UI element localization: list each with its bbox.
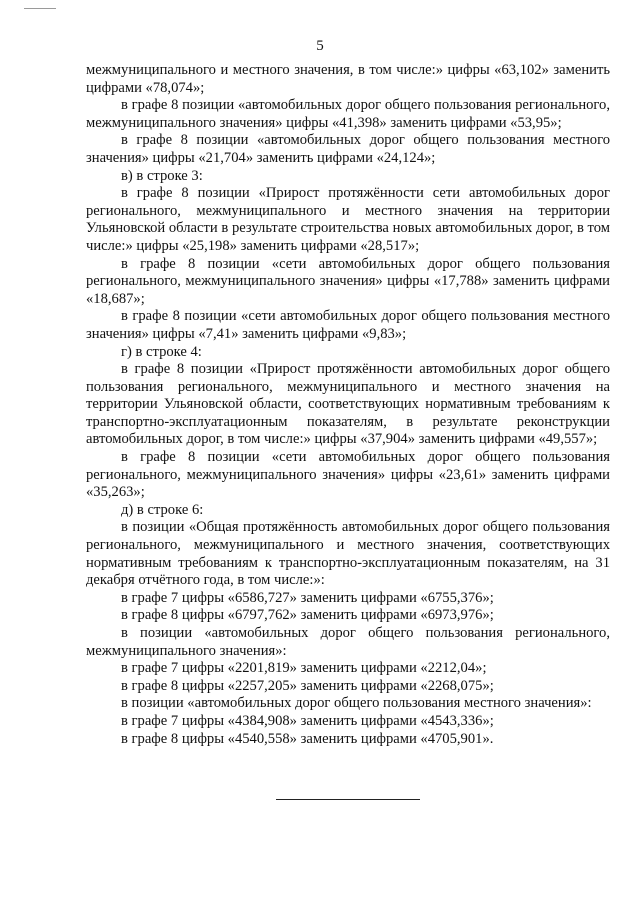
paragraph: в графе 8 позиции «сети автомобильных дорог общего пользования регионального, межмуниципального значения» цифры «23,61» заменить цифрами «35,263»; [86, 449, 610, 501]
document-body [86, 62, 610, 748]
paragraph: г) в строке 4: [121, 343, 202, 360]
paragraph: в графе 7 цифры «6586,727» заменить цифрами «6755,376»; [121, 589, 494, 606]
end-divider [276, 799, 420, 800]
paragraph: в графе 8 позиции «автомобильных дорог общего пользования регионального, межмуниципального значения» цифры «41,398» заменить цифрами «53,95»; [86, 97, 610, 131]
paragraph: в графе 8 позиции «сети автомобильных дорог общего пользования регионального, межмуниципального значения» цифры «17,788» заменить цифрами «18,687»; [86, 255, 610, 307]
paragraph: в графе 8 цифры «2257,205» заменить цифрами «2268,075»; [121, 677, 494, 694]
scan-mark [24, 8, 56, 9]
paragraph: в позиции «автомобильных дорог общего пользования местного значения»: [121, 695, 592, 712]
paragraph: в графе 8 цифры «4540,558» заменить цифрами «4705,901». [121, 730, 494, 747]
paragraph: д) в строке 6: [121, 501, 204, 518]
paragraph: в графе 8 позиции «сети автомобильных дорог общего пользования местного значения» цифры «7,41» заменить цифрами «9,83»; [86, 308, 610, 342]
paragraph: в графе 8 позиции «Прирост протяжённости сети автомобильных дорог регионального, межмуниципального и местного значения на территории Ульяновской области в результате строительства новых автомобильных дорог, в том числе:» цифры «25,198» заменить цифрами «28,517»; [86, 185, 610, 254]
paragraph: в позиции «автомобильных дорог общего пользования регионального, межмуниципального значения»: [86, 625, 610, 659]
paragraph: в графе 8 позиции «автомобильных дорог общего пользования местного значения» цифры «21,704» заменить цифрами «24,124»; [86, 132, 610, 166]
paragraph: в позиции «Общая протяжённость автомобильных дорог общего пользования регионального, межмуниципального и местного значения, соответствующих нормативным требованиям к транспортно-эксплуатационным показателям, на 31 декабря отчётного года, в том числе:»: [86, 519, 610, 589]
paragraph: в графе 8 позиции «Прирост протяжённости автомобильных дорог общего пользования регионального, межмуниципального и местного значения на территории Ульяновской области, соответствующих нормативным требованиям к транспортно-эксплуатационным показателям, в результате реконструкции автомобильных дорог, в том числе:» цифры «37,904» заменить цифрами «49,557»; [86, 361, 610, 448]
paragraph: в графе 8 цифры «6797,762» заменить цифрами «6973,976»; [121, 607, 494, 624]
paragraph: в графе 7 цифры «2201,819» заменить цифрами «2212,04»; [121, 660, 487, 677]
paragraph: межмуниципального и местного значения, в том числе:» цифры «63,102» заменить цифрами «78,074»; [86, 62, 610, 96]
page-number: 5 [316, 38, 324, 54]
paragraph: в графе 7 цифры «4384,908» заменить цифрами «4543,336»; [121, 712, 494, 729]
paragraph: в) в строке 3: [121, 167, 203, 184]
